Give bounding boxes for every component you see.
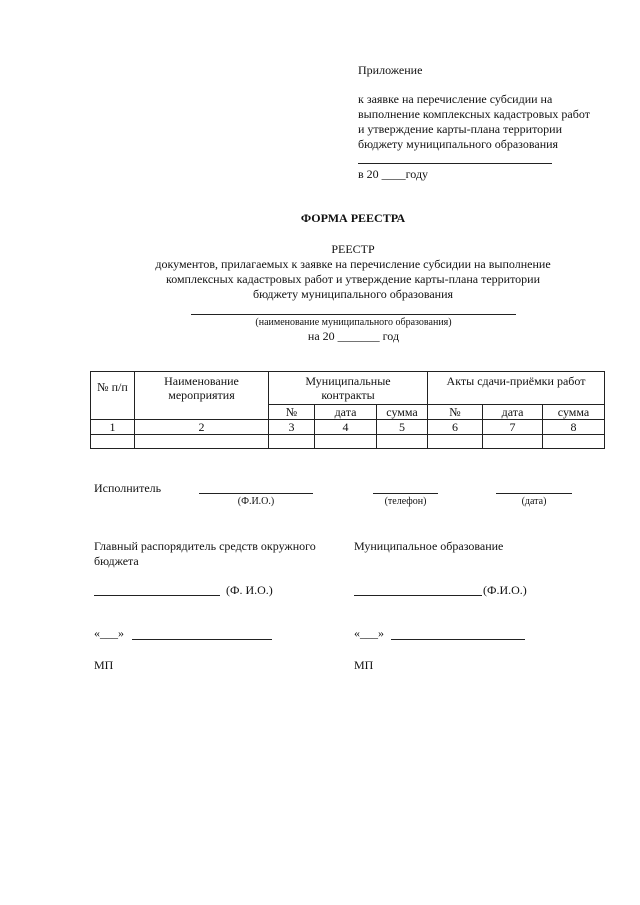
chief-fio-caption: (Ф. И.О.) [226, 583, 273, 597]
sub-act-sum: сумма [543, 405, 605, 420]
table-cell[interactable] [269, 435, 315, 449]
appendix-municipality-line [358, 163, 552, 164]
table-cell[interactable] [377, 435, 428, 449]
registry-line-1: документов, прилагаемых к заявке на перечисление субсидии на выполнение [155, 257, 551, 271]
municipality-stamp: МП [354, 658, 374, 672]
col-number-5: 5 [377, 420, 428, 435]
header-num-label: № п/п [97, 380, 128, 394]
chief-label-line-2: бюджета [94, 554, 139, 568]
registry-line-3: бюджету муниципального образования [252, 287, 454, 301]
header-acts-label: Акты сдачи-приёмки работ [446, 374, 586, 388]
chief-date-quote: «___» [94, 626, 124, 640]
executor-phone-line[interactable] [373, 493, 438, 494]
municipality-date-line[interactable] [391, 639, 525, 640]
chief-date-line[interactable] [132, 639, 272, 640]
table-number-row [91, 420, 605, 435]
table-cell[interactable] [91, 435, 135, 449]
header-acts [428, 372, 605, 405]
appendix-line-2: выполнение комплексных кадастровых работ [358, 107, 590, 121]
col-number-6: 6 [428, 420, 483, 435]
registry-title: РЕЕСТР [331, 242, 375, 256]
form-title: ФОРМА РЕЕСТРА [300, 211, 406, 225]
table-cell[interactable] [135, 435, 269, 449]
registry-municipality-caption: (наименование муниципального образования) [255, 317, 452, 328]
registry-year-line: на 20 _______ год [307, 329, 400, 343]
municipality-label: Муниципальное образование [354, 539, 504, 553]
header-event-label: Наименование мероприятия [164, 374, 239, 402]
col-number-2: 2 [135, 420, 269, 435]
registry-table [90, 371, 605, 449]
chief-stamp: МП [94, 658, 114, 672]
sub-act-date: дата [483, 405, 543, 420]
sub-contract-sum: сумма [377, 405, 428, 420]
sub-contract-num: № [269, 405, 315, 420]
col-number-7: 7 [483, 420, 543, 435]
appendix-line-1: к заявке на перечисление субсидии на [358, 92, 553, 106]
sub-act-num: № [428, 405, 483, 420]
appendix-year-line: в 20 ____году [358, 167, 429, 181]
table-cell[interactable] [543, 435, 605, 449]
appendix-line-4: бюджету муниципального образования [358, 137, 559, 151]
executor-label: Исполнитель [94, 481, 162, 495]
municipality-date-quote: «___» [354, 626, 384, 640]
registry-municipality-line [191, 314, 516, 315]
header-num [91, 372, 135, 420]
header-event [135, 372, 269, 420]
registry-line-2: комплексных кадастровых работ и утверждение карты-плана территории [165, 272, 541, 286]
sub-contract-date: дата [315, 405, 377, 420]
appendix-title: Приложение [358, 63, 423, 77]
header-contracts-label: Муниципальные контракты [305, 374, 391, 402]
chief-label-line-1: Главный распорядитель средств окружного [94, 539, 316, 553]
chief-signature-line[interactable] [94, 595, 220, 596]
executor-fio-line[interactable] [199, 493, 313, 494]
executor-date-caption: (дата) [521, 496, 547, 507]
appendix-line-3: и утверждение карты-плана территории [358, 122, 563, 136]
table-row [91, 435, 605, 449]
appendix-block [358, 63, 590, 152]
header-contracts [269, 372, 428, 405]
executor-phone-caption: (телефон) [384, 496, 427, 507]
municipality-fio-caption: (Ф.И.О.) [483, 583, 527, 597]
registry-block [0, 242, 640, 302]
chief-label [94, 539, 316, 569]
col-number-3: 3 [269, 420, 315, 435]
table-cell[interactable] [428, 435, 483, 449]
executor-date-line[interactable] [496, 493, 572, 494]
executor-fio-caption: (Ф.И.О.) [237, 496, 275, 507]
col-number-8: 8 [543, 420, 605, 435]
municipality-signature-line[interactable] [354, 595, 482, 596]
table-cell[interactable] [483, 435, 543, 449]
col-number-1: 1 [91, 420, 135, 435]
table-cell[interactable] [315, 435, 377, 449]
col-number-4: 4 [315, 420, 377, 435]
